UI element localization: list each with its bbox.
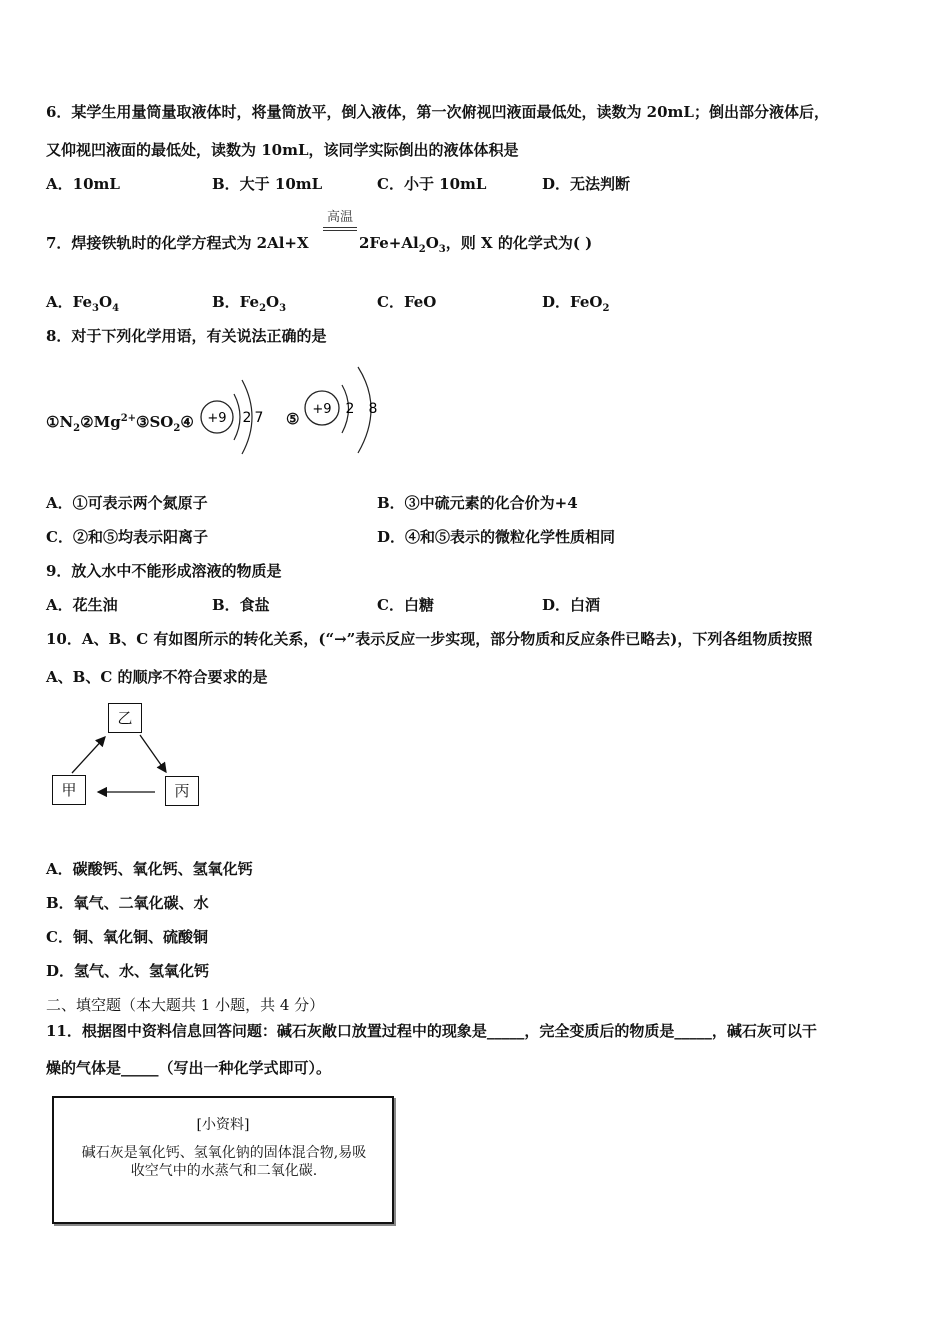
atom-4-shell-1: 2 bbox=[242, 410, 252, 426]
arrow-jia-to-yi bbox=[72, 737, 105, 773]
q6-stem-line2: 又仰视凹液面的最低处，读数为 10mL，该同学实际倒出的液体体积是 bbox=[46, 141, 519, 159]
q11-stem-line1: 11．根据图中资料信息回答问题：碱石灰敞口放置过程中的现象是_____，完全变质后的物质是_____，碱石灰可以干 bbox=[46, 1022, 817, 1040]
atom-5-nucleus: +9 bbox=[312, 402, 332, 417]
q7-option-c: C．FeO bbox=[377, 293, 437, 311]
q11-stem-line2: 燥的气体是_____（写出一种化学式即可）。 bbox=[46, 1059, 332, 1077]
diagram-box-yi: 乙 bbox=[108, 703, 142, 733]
q6-option-a: A．10mL bbox=[46, 175, 120, 193]
q8-option-a: A．①可表示两个氮原子 bbox=[46, 494, 208, 512]
q8-option-c: C．②和⑤均表示阳离子 bbox=[46, 528, 208, 546]
q8-symbol-5: ⑤ bbox=[286, 410, 300, 428]
q7-option-d: D．FeO$_2$ bbox=[542, 293, 610, 314]
q9-stem: 9．放入水中不能形成溶液的物质是 bbox=[46, 562, 282, 580]
atom-4-shell-2: 7 bbox=[254, 410, 264, 426]
q10-option-a: A．碳酸钙、氧化钙、氢氧化钙 bbox=[46, 860, 253, 878]
diagram-box-bing: 丙 bbox=[165, 776, 199, 806]
atom-5-shell-2: 8 bbox=[368, 401, 378, 417]
q6-stem-line1: 6．某学生用量筒量取液体时，将量筒放平，倒入液体，第一次俯视凹液面最低处，读数为 20mL；倒出部分液体后， bbox=[46, 103, 829, 121]
q7-option-a: A．$Fe_3O_4$ bbox=[46, 293, 120, 314]
q10-stem-line1: 10．A、B、C 有如图所示的转化关系，(“→”表示反应一步实现，部分物质和反应条件已略去)，下列各组物质按照 bbox=[46, 630, 813, 648]
q9-option-c: C．白糖 bbox=[377, 596, 434, 614]
reaction-condition: 高温 bbox=[326, 210, 353, 225]
q10-option-d: D．氢气、水、氢氧化钙 bbox=[46, 962, 210, 980]
q8-symbols: $①N_2②Mg^{2+}③SO_2④$ bbox=[46, 413, 194, 434]
atom-4-nucleus: +9 bbox=[207, 411, 227, 426]
q6-option-b: B．大于 10mL bbox=[212, 175, 323, 193]
q10-option-b: B．氧气、二氧化碳、水 bbox=[46, 894, 209, 912]
q6-option-d: D．无法判断 bbox=[542, 175, 631, 193]
q9-option-b: B．食盐 bbox=[212, 596, 270, 614]
q6-option-c: C．小于 10mL bbox=[377, 175, 487, 193]
q9-option-d: D．白酒 bbox=[542, 596, 601, 614]
arrow-yi-to-bing bbox=[140, 735, 166, 772]
q8-stem: 8．对于下列化学用语，有关说法正确的是 bbox=[46, 327, 327, 345]
section-heading: 二、填空题（本大题共 1 小题，共 4 分） bbox=[46, 996, 325, 1014]
q7-option-b: B．$Fe_2O_3$ bbox=[212, 293, 287, 314]
q8-option-b: B．③中硫元素的化合价为+4 bbox=[377, 494, 578, 512]
info-box-title: [小资料] bbox=[196, 1117, 250, 1133]
atom-5-shell-1: 2 bbox=[345, 401, 355, 417]
info-box-body: 碱石灰是氧化钙、氢氧化钠的固体混合物,易吸收空气中的水蒸气和二氧化碳. bbox=[81, 1145, 367, 1179]
q10-option-c: C．铜、氧化铜、硫酸铜 bbox=[46, 928, 208, 946]
q10-stem-line2: A、B、C 的顺序不符合要求的是 bbox=[46, 668, 268, 686]
q8-option-d: D．④和⑤表示的微粒化学性质相同 bbox=[377, 528, 616, 546]
diagram-box-jia: 甲 bbox=[52, 775, 86, 805]
q7-stem-prefix: 7．焊接铁轨时的化学方程式为 2Al+X bbox=[46, 234, 309, 252]
q9-option-a: A．花生油 bbox=[46, 596, 118, 614]
info-box bbox=[52, 1096, 394, 1224]
q7-stem-products: $2Fe+Al_2O_3$，则 X 的化学式为( ) bbox=[359, 234, 593, 255]
